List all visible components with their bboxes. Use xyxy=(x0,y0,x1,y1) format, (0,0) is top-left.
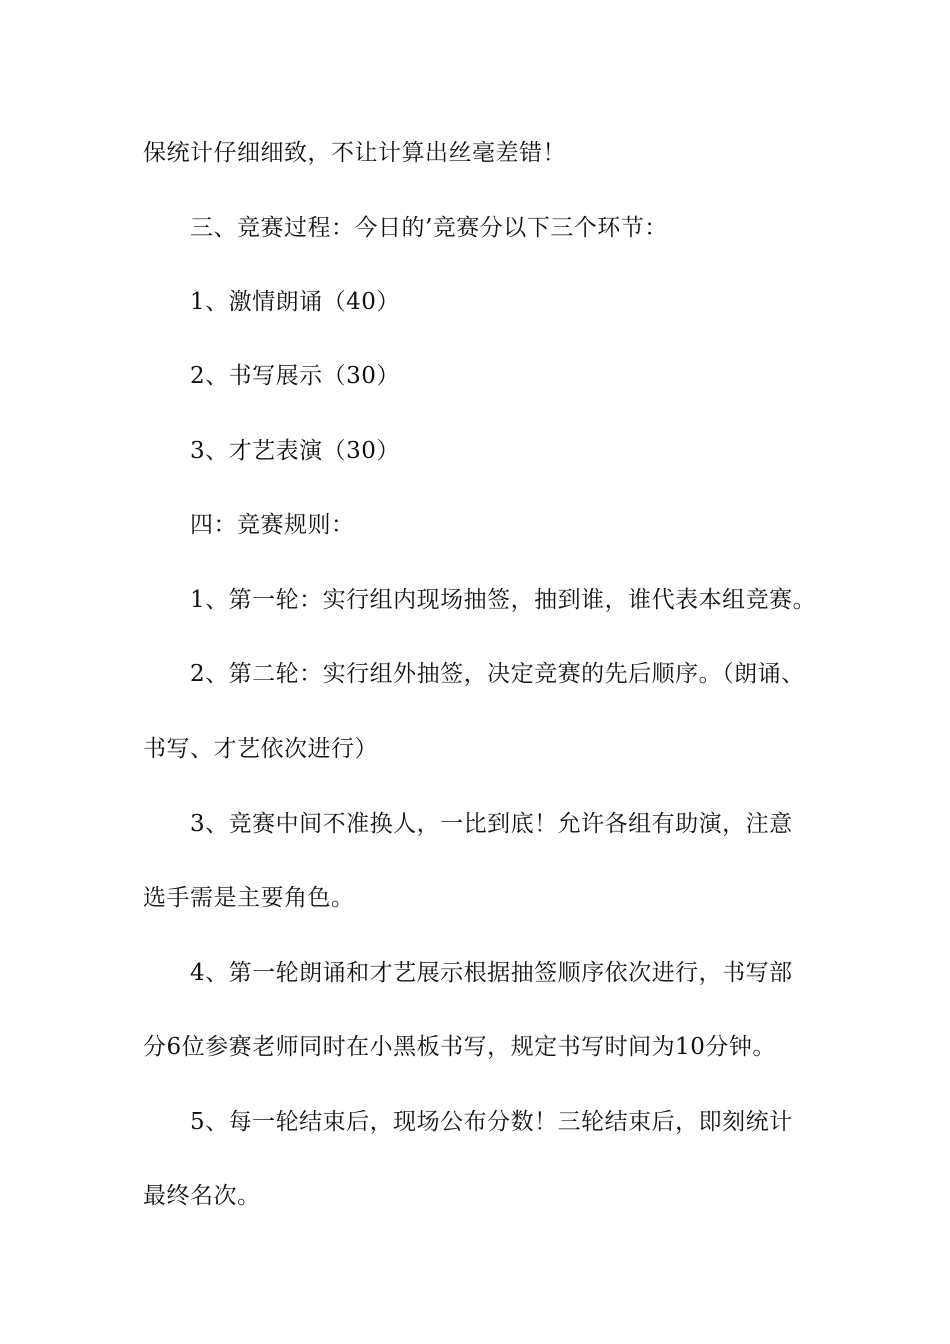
text-line: 分6位参赛老师同时在小黑板书写，规定书写时间为10分钟。 xyxy=(143,1034,776,1060)
text-line: 选手需是主要角色。 xyxy=(143,885,355,911)
section-heading: 四：竞赛规则： xyxy=(190,512,355,538)
list-item: 3、才艺表演（30） xyxy=(190,438,400,464)
text-line: 最终名次。 xyxy=(143,1183,261,1209)
section-heading: 三、竞赛过程：今日的’竞赛分以下三个环节： xyxy=(190,215,668,241)
list-item: 2、第二轮：实行组外抽签，决定竞赛的先后顺序。（朗诵、 xyxy=(190,661,805,687)
text-line: 保统计仔细细致，不让计算出丝毫差错！ xyxy=(143,140,566,166)
list-item: 5、每一轮结束后，现场公布分数！三轮结束后，即刻统计 xyxy=(190,1109,793,1135)
list-item: 3、竞赛中间不准换人，一比到底！允许各组有助演，注意 xyxy=(190,811,793,837)
text-line: 书写、才艺依次进行） xyxy=(143,736,378,762)
list-item: 2、书写展示（30） xyxy=(190,363,400,389)
list-item: 1、激情朗诵（40） xyxy=(190,289,400,315)
list-item: 1、第一轮：实行组内现场抽签，抽到谁，谁代表本组竞赛。 xyxy=(190,587,817,613)
list-item: 4、第一轮朗诵和才艺展示根据抽签顺序依次进行，书写部 xyxy=(190,960,793,986)
